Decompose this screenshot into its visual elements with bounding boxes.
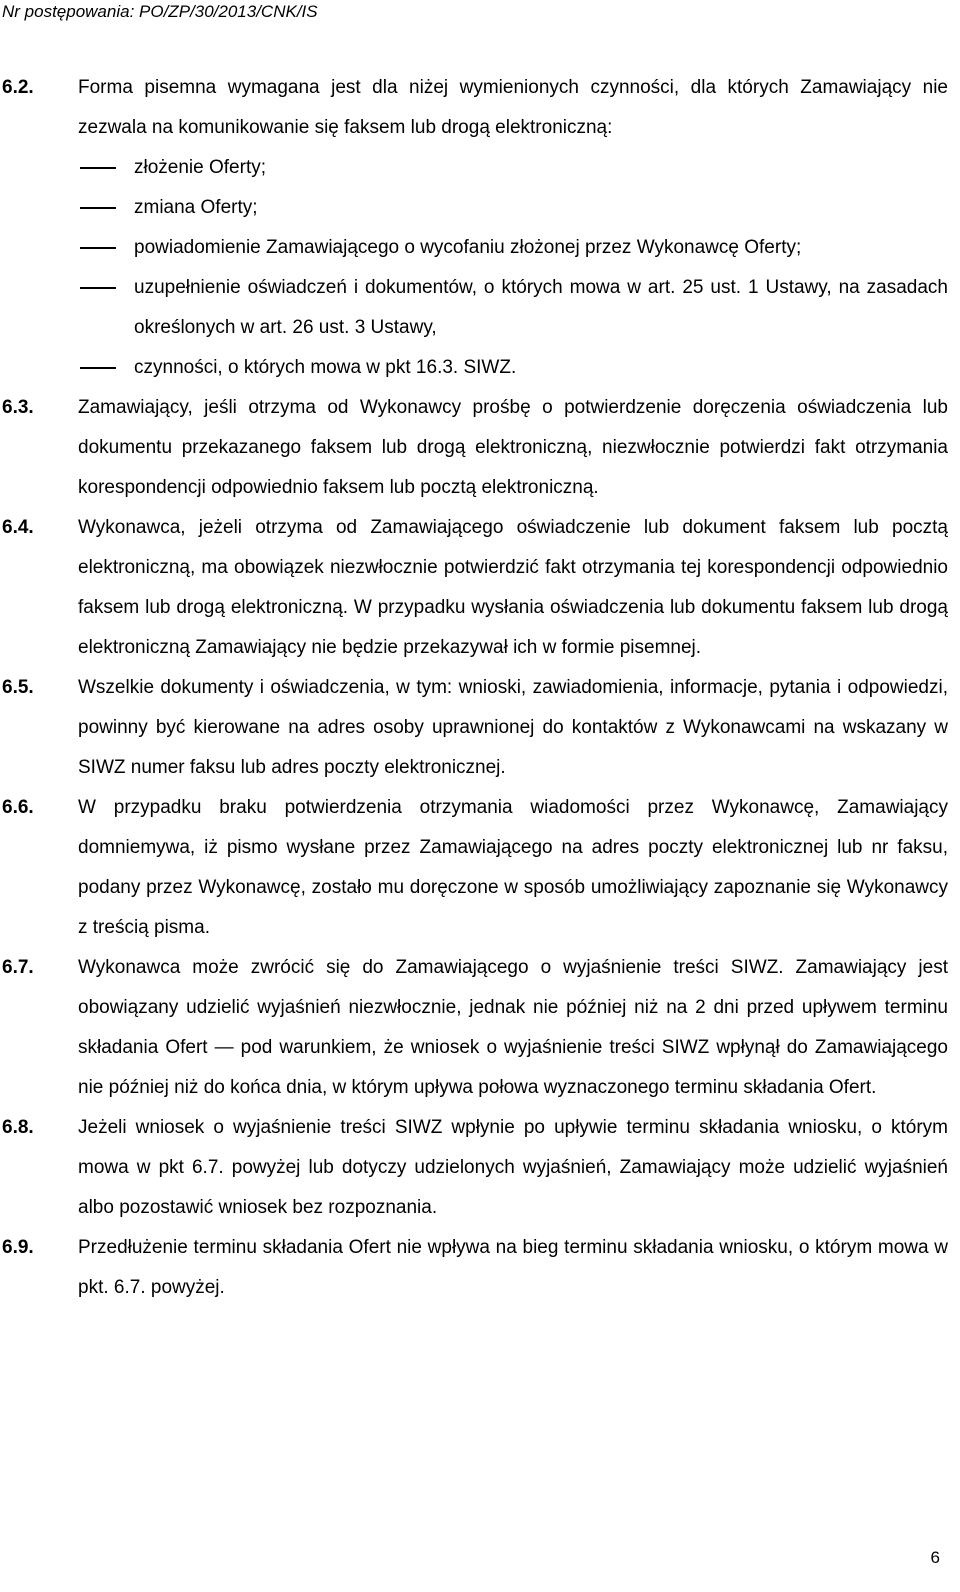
page-number: 6 [930,1548,940,1567]
dash-bullet-icon [80,287,116,289]
dash-bullet-icon [80,247,116,249]
section-number: 6.5. [2,677,34,698]
section-text: Wykonawca, jeżeli otrzyma od Zamawiającego oświadczenie lub dokument faksem lub pocztą elektroniczną, ma obowiązek niezwłocznie potwierdzić fakt otrzymania tej korespondencji odpowiednio faksem lub drogą elektroniczną. W przypadku wysłania oświadczenia lub dokumentu faksem lub drogą elektroniczną Zamawiający nie będzie przekazywał ich w formie pisemnej. [78,517,948,658]
list-item: zmiana Oferty; [78,188,948,228]
document-body [0,68,960,1308]
section-text: Forma pisemna wymagana jest dla niżej wymienionych czynności, dla których Zamawiający nie zezwala na komunikowanie się faksem lub drogą elektroniczną: [78,77,948,138]
list-item: czynności, o których mowa w pkt 16.3. SIWZ. [78,348,948,388]
section-number: 6.9. [2,1237,34,1258]
section-6-5 [0,668,948,788]
section-number: 6.3. [2,397,34,418]
section-text: W przypadku braku potwierdzenia otrzymania wiadomości przez Wykonawcę, Zamawiający domniemywa, iż pismo wysłane przez Zamawiającego na adres poczty elektronicznej lub nr faksu, podany przez Wykonawcę, zostało mu doręczone w sposób umożliwiający zapoznanie się Wykonawcy z treścią pisma. [78,797,948,938]
section-number: 6.8. [2,1117,34,1138]
section-text: Wszelkie dokumenty i oświadczenia, w tym: wnioski, zawiadomienia, informacje, pytania i odpowiedzi, powinny być kierowane na adres osoby uprawnionej do kontaktów z Wykonawcami na wskazany w SIWZ numer faksu lub adres poczty elektronicznej. [78,677,948,778]
section-6-6 [0,788,948,948]
section-6-7 [0,948,948,1108]
section-number: 6.6. [2,797,34,818]
section-6-4 [0,508,948,668]
section-text: Jeżeli wniosek o wyjaśnienie treści SIWZ wpłynie po upływie terminu składania wniosku, o którym mowa w pkt 6.7. powyżej lub dotyczy udzielonych wyjaśnień, Zamawiający może udzielić wyjaśnień albo pozostawić wniosek bez rozpoznania. [78,1117,948,1218]
dash-bullet-icon [80,207,116,209]
section-text: Wykonawca może zwrócić się do Zamawiającego o wyjaśnienie treści SIWZ. Zamawiający jest obowiązany udzielić wyjaśnień niezwłocznie, jednak nie później niż na 2 dni przed upływem terminu składania Ofert — pod warunkiem, że wniosek o wyjaśnienie treści SIWZ wpłynął do Zamawiającego nie później niż do końca dnia, w którym upływa połowa wyznaczonego terminu składania Ofert. [78,957,948,1098]
dash-list [78,148,948,388]
section-number: 6.7. [2,957,34,978]
list-item: złożenie Oferty; [78,148,948,188]
section-text: Zamawiający, jeśli otrzyma od Wykonawcy prośbę o potwierdzenie doręczenia oświadczenia lub dokumentu przekazanego faksem lub drogą elektroniczną, niezwłocznie potwierdzi fakt otrzymania korespondencji odpowiednio faksem lub pocztą elektroniczną. [78,397,948,498]
section-6-9 [0,1228,948,1308]
section-number: 6.2. [2,77,34,98]
dash-bullet-icon [80,367,116,369]
section-text: Przedłużenie terminu składania Ofert nie wpływa na bieg terminu składania wniosku, o którym mowa w pkt. 6.7. powyżej. [78,1237,948,1298]
document-header: Nr postępowania: PO/ZP/30/2013/CNK/IS [2,2,318,21]
list-item: powiadomienie Zamawiającego o wycofaniu złożonej przez Wykonawcę Oferty; [78,228,948,268]
section-6-2 [0,68,948,388]
section-6-3 [0,388,948,508]
section-number: 6.4. [2,517,34,538]
list-item: uzupełnienie oświadczeń i dokumentów, o których mowa w art. 25 ust. 1 Ustawy, na zasadach określonych w art. 26 ust. 3 Ustawy, [78,268,948,348]
section-6-8 [0,1108,948,1228]
dash-bullet-icon [80,167,116,169]
